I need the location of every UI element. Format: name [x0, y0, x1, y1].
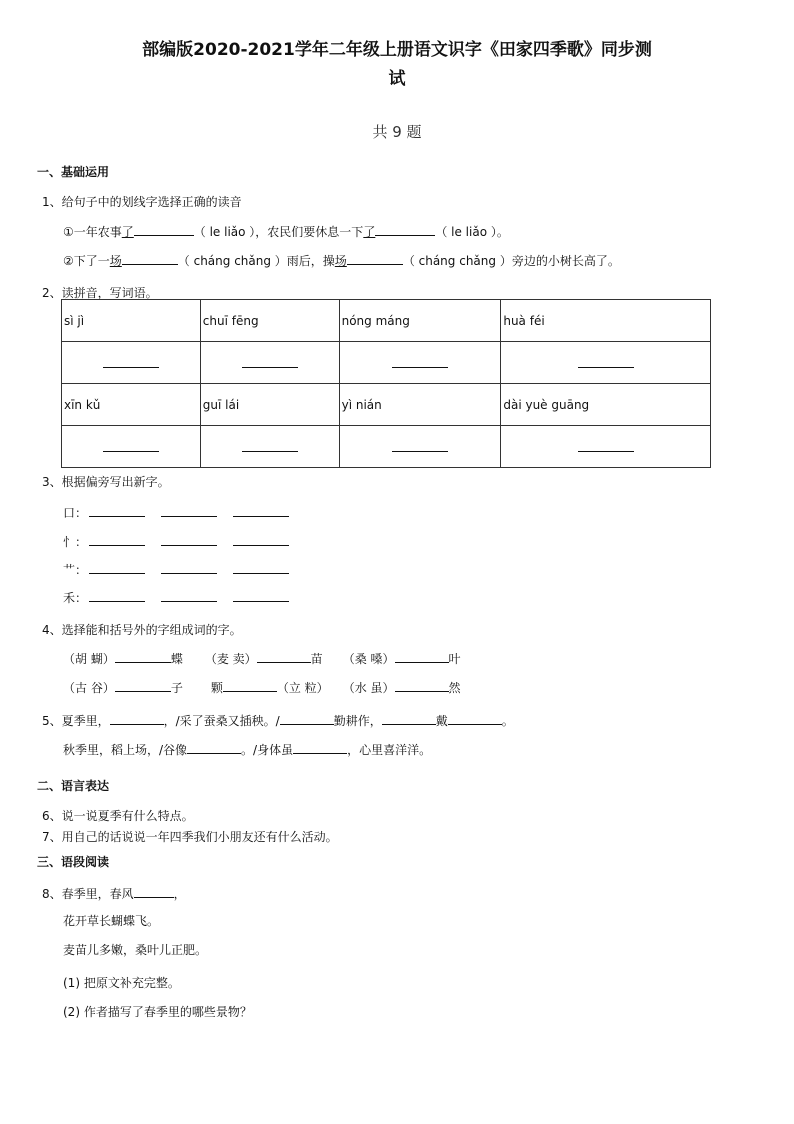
question-5-line-1	[42, 712, 514, 729]
q4-text: （桑 嗓）	[342, 652, 395, 666]
q5-text: 。	[501, 714, 514, 728]
answer-blank[interactable]	[134, 885, 174, 898]
question-6: 6、说一说夏季有什么特点。	[42, 809, 194, 823]
q5-text: 5、夏季里，	[42, 714, 110, 728]
answer-blank[interactable]	[161, 504, 217, 517]
q1-text: （ le liǎo ）。	[435, 225, 509, 239]
q5-text: ，/采了蚕桑又插秧。/	[163, 714, 280, 728]
section-heading-basic: 一、基础运用	[37, 165, 110, 179]
question-count: 共 9 题	[372, 123, 422, 141]
question-8-sub-1: (1) 把原文补充完整。	[63, 976, 180, 990]
answer-blank[interactable]	[115, 679, 171, 692]
question-4-row-2	[63, 679, 461, 696]
answer-blank[interactable]	[110, 712, 164, 725]
answer-blank[interactable]	[347, 252, 403, 265]
answer-blank[interactable]	[293, 741, 347, 754]
q1-underlined-char: 场	[334, 254, 347, 268]
q4-text: 蝶	[170, 652, 183, 666]
q4-text: 叶	[448, 652, 461, 666]
answer-blank[interactable]	[392, 355, 448, 368]
answer-blank[interactable]	[375, 223, 435, 236]
pinyin-cell: guī lái	[200, 384, 339, 426]
answer-blank[interactable]	[103, 439, 159, 452]
question-1-line-2	[63, 252, 620, 269]
q1-text: （ le liǎo ），农民们要休息一下	[193, 225, 364, 239]
radical-label: 禾：	[63, 591, 88, 605]
answer-blank[interactable]	[115, 650, 171, 663]
q1-underlined-char: 了	[121, 225, 134, 239]
radical-row	[63, 561, 305, 578]
answer-blank[interactable]	[233, 561, 289, 574]
pinyin-cell: dài yuè guāng	[501, 384, 711, 426]
pinyin-cell: yì nián	[339, 384, 501, 426]
answer-cell[interactable]	[62, 426, 201, 468]
answer-cell[interactable]	[62, 342, 201, 384]
answer-blank[interactable]	[242, 439, 298, 452]
answer-cell[interactable]	[501, 426, 711, 468]
answer-blank[interactable]	[89, 533, 145, 546]
answer-row	[62, 426, 711, 468]
q1-text: （ cháng chǎng ）旁边的小树长高了。	[402, 254, 620, 268]
q5-text: ，心里喜洋洋。	[347, 743, 432, 757]
q4-text: 颗	[210, 681, 223, 695]
radical-label: 忄：	[63, 535, 88, 549]
answer-blank[interactable]	[161, 533, 217, 546]
question-7: 7、用自己的话说说一年四季我们小朋友还有什么活动。	[42, 830, 338, 844]
pinyin-row	[62, 300, 711, 342]
answer-blank[interactable]	[448, 712, 502, 725]
q4-text: （胡 蝴）	[63, 652, 115, 666]
answer-blank[interactable]	[233, 589, 289, 602]
radical-row	[63, 504, 305, 521]
title-line-1: 部编版2020-2021学年二年级上册语文识字《田家四季歌》同步测	[142, 40, 652, 60]
answer-row	[62, 342, 711, 384]
answer-blank[interactable]	[382, 712, 436, 725]
question-8-sub-2: (2) 作者描写了春季里的哪些景物？	[63, 1005, 252, 1019]
document-title	[0, 36, 794, 94]
answer-blank[interactable]	[187, 741, 241, 754]
answer-blank[interactable]	[122, 252, 178, 265]
q4-text: （古 谷）	[63, 681, 115, 695]
pinyin-cell: nóng máng	[339, 300, 501, 342]
q5-text: 戴	[435, 714, 448, 728]
pinyin-cell: chuī fēng	[200, 300, 339, 342]
answer-blank[interactable]	[89, 561, 145, 574]
q1-text: ②下了一	[63, 254, 110, 268]
answer-blank[interactable]	[395, 650, 449, 663]
answer-blank[interactable]	[233, 533, 289, 546]
passage-line: 花开草长蝴蝶飞。	[63, 914, 160, 928]
q4-text: （麦 卖）	[204, 652, 257, 666]
passage-line: 麦苗儿多嫩，桑叶儿正肥。	[63, 943, 208, 957]
answer-blank[interactable]	[161, 561, 217, 574]
q1-text: （ cháng chǎng ）雨后，操	[177, 254, 335, 268]
question-5-line-2	[63, 741, 431, 758]
q4-text: 子	[170, 681, 183, 695]
q5-text: 秋季里，稻上场，/谷像	[63, 743, 188, 757]
question-1-line-1	[63, 223, 509, 240]
pinyin-cell: huà féi	[501, 300, 711, 342]
q1-underlined-char: 了	[363, 225, 376, 239]
section-heading-reading: 三、语段阅读	[37, 855, 110, 869]
q4-text: 然	[448, 681, 461, 695]
answer-cell[interactable]	[339, 426, 501, 468]
q8-text: 8、春季里，春风	[42, 887, 134, 901]
answer-cell[interactable]	[339, 342, 501, 384]
pinyin-table	[61, 299, 711, 468]
answer-blank[interactable]	[578, 355, 634, 368]
answer-blank[interactable]	[89, 589, 145, 602]
section-heading-expression: 二、语言表达	[37, 779, 110, 793]
question-8-line-1	[42, 885, 186, 902]
q4-text: （水 虽）	[342, 681, 395, 695]
answer-cell[interactable]	[501, 342, 711, 384]
title-line-2: 试	[388, 69, 406, 89]
answer-cell[interactable]	[200, 342, 339, 384]
answer-blank[interactable]	[161, 589, 217, 602]
answer-blank[interactable]	[103, 355, 159, 368]
answer-blank[interactable]	[134, 223, 194, 236]
answer-blank[interactable]	[233, 504, 289, 517]
radical-row	[63, 533, 305, 550]
pinyin-cell: sì jì	[62, 300, 201, 342]
q4-text: （立 粒）	[276, 681, 329, 695]
answer-blank[interactable]	[395, 679, 449, 692]
question-4-stem: 4、选择能和括号外的字组成词的字。	[42, 623, 242, 637]
pinyin-cell: xīn kǔ	[62, 384, 201, 426]
q1-underlined-char: 场	[109, 254, 122, 268]
answer-blank[interactable]	[280, 712, 334, 725]
answer-blank[interactable]	[392, 439, 448, 452]
q5-text: 。/身体虽	[241, 743, 294, 757]
q1-text: ①一年农事	[63, 225, 122, 239]
q8-text: ，	[173, 887, 186, 901]
radical-label: 口：	[63, 506, 88, 520]
answer-cell[interactable]	[200, 426, 339, 468]
question-3-stem: 3、根据偏旁写出新字。	[42, 475, 170, 489]
q5-text: 勤耕作，	[333, 714, 382, 728]
question-1-stem: 1、给句子中的划线字选择正确的读音	[42, 195, 242, 209]
radical-row	[63, 589, 305, 606]
question-2-stem: 2、读拼音，写词语。	[42, 286, 158, 300]
q4-text: 苗	[310, 652, 323, 666]
answer-blank[interactable]	[242, 355, 298, 368]
question-4-row-1	[63, 650, 461, 667]
answer-blank[interactable]	[223, 679, 277, 692]
answer-blank[interactable]	[89, 504, 145, 517]
radical-label: 艹：	[63, 563, 88, 577]
answer-blank[interactable]	[257, 650, 311, 663]
pinyin-row	[62, 384, 711, 426]
answer-blank[interactable]	[578, 439, 634, 452]
